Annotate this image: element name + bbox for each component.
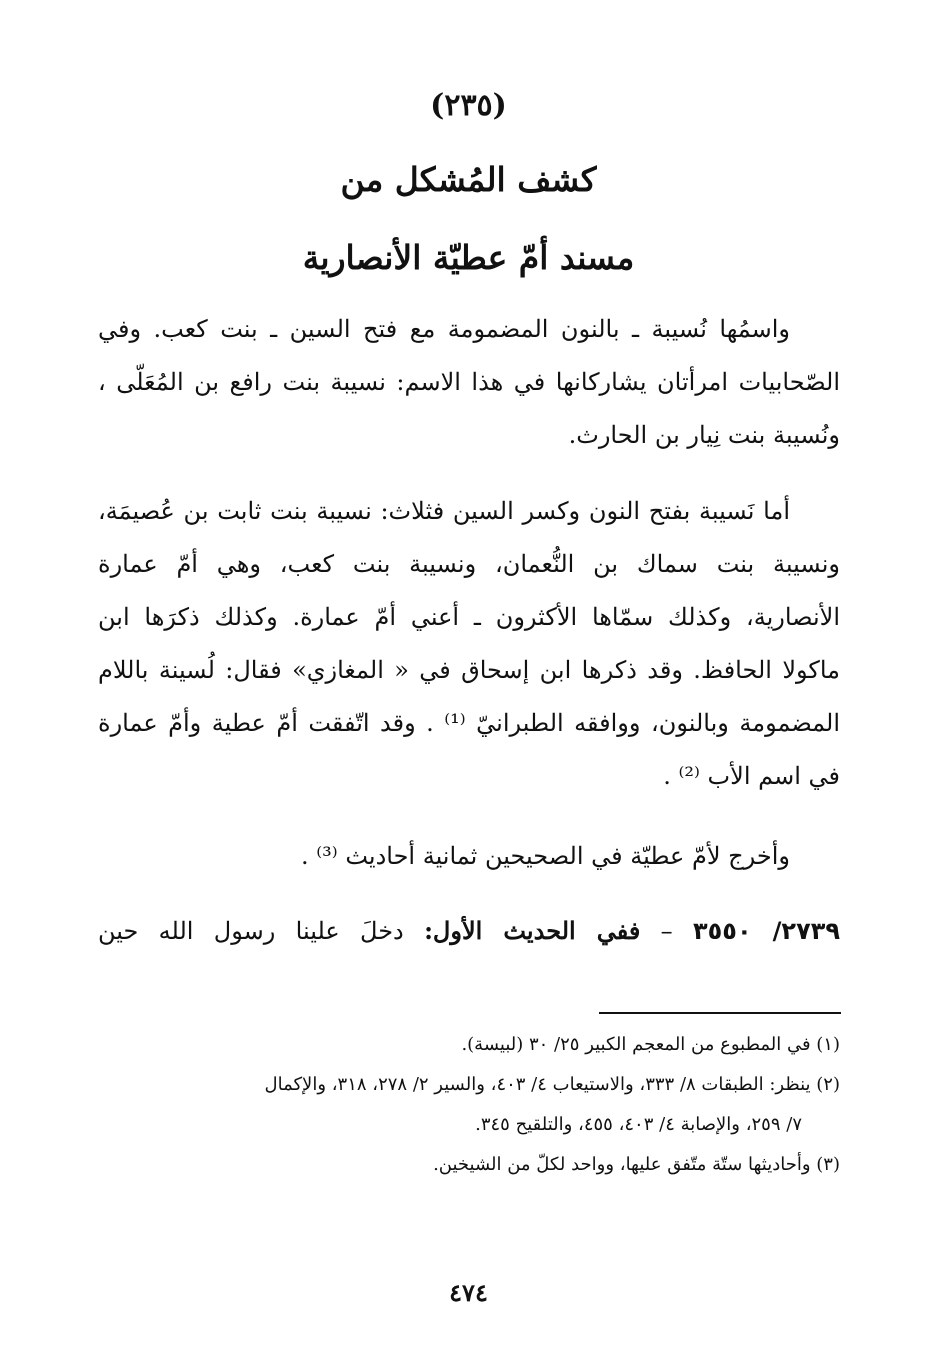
text-line: واسمُها نُسيبة ـ بالنون المضمومة مع فتح السين ـ بنت كعب. وفي bbox=[98, 315, 790, 343]
paragraph-nasiba-names bbox=[98, 485, 840, 803]
paragraph-name-intro bbox=[98, 303, 840, 462]
text-line: ماكولا الحافظ. وقد ذكرها ابن إسحاق في « المغازي» فقال: لُسينة باللام bbox=[98, 656, 840, 684]
hadith-label: ففي الحديث الأول: bbox=[424, 916, 641, 945]
text-line: ونُسيبة بنت نِيار بن الحارث. bbox=[568, 421, 840, 449]
text-line: المضمومة وبالنون، ووافقه الطبرانيّ ⁽¹⁾ . وقد اتّفقت أمّ عطية وأمّ عمارة bbox=[98, 709, 841, 737]
text-line: أما نَسيبة بفتح النون وكسر السين فثلاث: نسيبة بنت ثابت بن عُصيمَة، bbox=[98, 497, 790, 525]
footnote-3: (٣) وأحاديثها ستّة متّفق عليها، وواحد لكلّ من الشيخين. bbox=[433, 1154, 840, 1175]
text-line: الأنصارية، وكذلك سمّاها الأكثرون ـ أعني أمّ عمارة. وكذلك ذكرَها ابن bbox=[98, 603, 840, 631]
text-line: ٢٧٣٩/ ٣٥٥٠ – ففي الحديث الأول: دخلَ علينا رسول الله حين bbox=[98, 916, 841, 945]
footnote-divider bbox=[599, 1012, 841, 1014]
footnote-2: (٢) ينظر: الطبقات ٨/ ٣٣٣، والاستيعاب ٤/ ٤٠٣، والسير ٢/ ٢٧٨، ٣١٨، والإكمال bbox=[264, 1074, 840, 1095]
hadith-text: دخلَ علينا رسول الله حين bbox=[98, 917, 404, 945]
page-number: ٤٧٤ bbox=[449, 1278, 488, 1307]
text-line: في اسم الأب ⁽²⁾ . bbox=[663, 762, 840, 790]
footnote-2-continued: ٧/ ٢٥٩، والإصابة ٤/ ٤٠٣، ٤٥٥، والتلقيح ٣٤٥. bbox=[475, 1114, 802, 1135]
hadith-number: ٢٧٣٩/ ٣٥٥٠ bbox=[693, 917, 841, 945]
section-number: (٢٣٥) bbox=[430, 88, 507, 123]
footnote-1: (١) في المطبوع من المعجم الكبير ٢٥/ ٣٠ (لبيسة). bbox=[461, 1034, 840, 1055]
chapter-title-line1: كشف المُشكل من bbox=[340, 160, 597, 199]
footnotes bbox=[100, 1025, 840, 1185]
paragraph-hadith-count bbox=[98, 830, 840, 883]
chapter-title-line2: مسند أمّ عطيّة الأنصارية bbox=[302, 238, 635, 277]
text-line: ونسيبة بنت سماك بن النُّعمان، ونسيبة بنت كعب، وهي أمّ عمارة bbox=[98, 550, 840, 578]
text-line: وأخرج لأمّ عطيّة في الصحيحين ثمانية أحاديث ⁽³⁾ . bbox=[301, 842, 790, 870]
paragraph-first-hadith bbox=[98, 904, 840, 958]
text-line: الصّحابيات امرأتان يشاركانها في هذا الاسم: نسيبة بنت رافع بن المُعَلّى ، bbox=[98, 368, 840, 396]
